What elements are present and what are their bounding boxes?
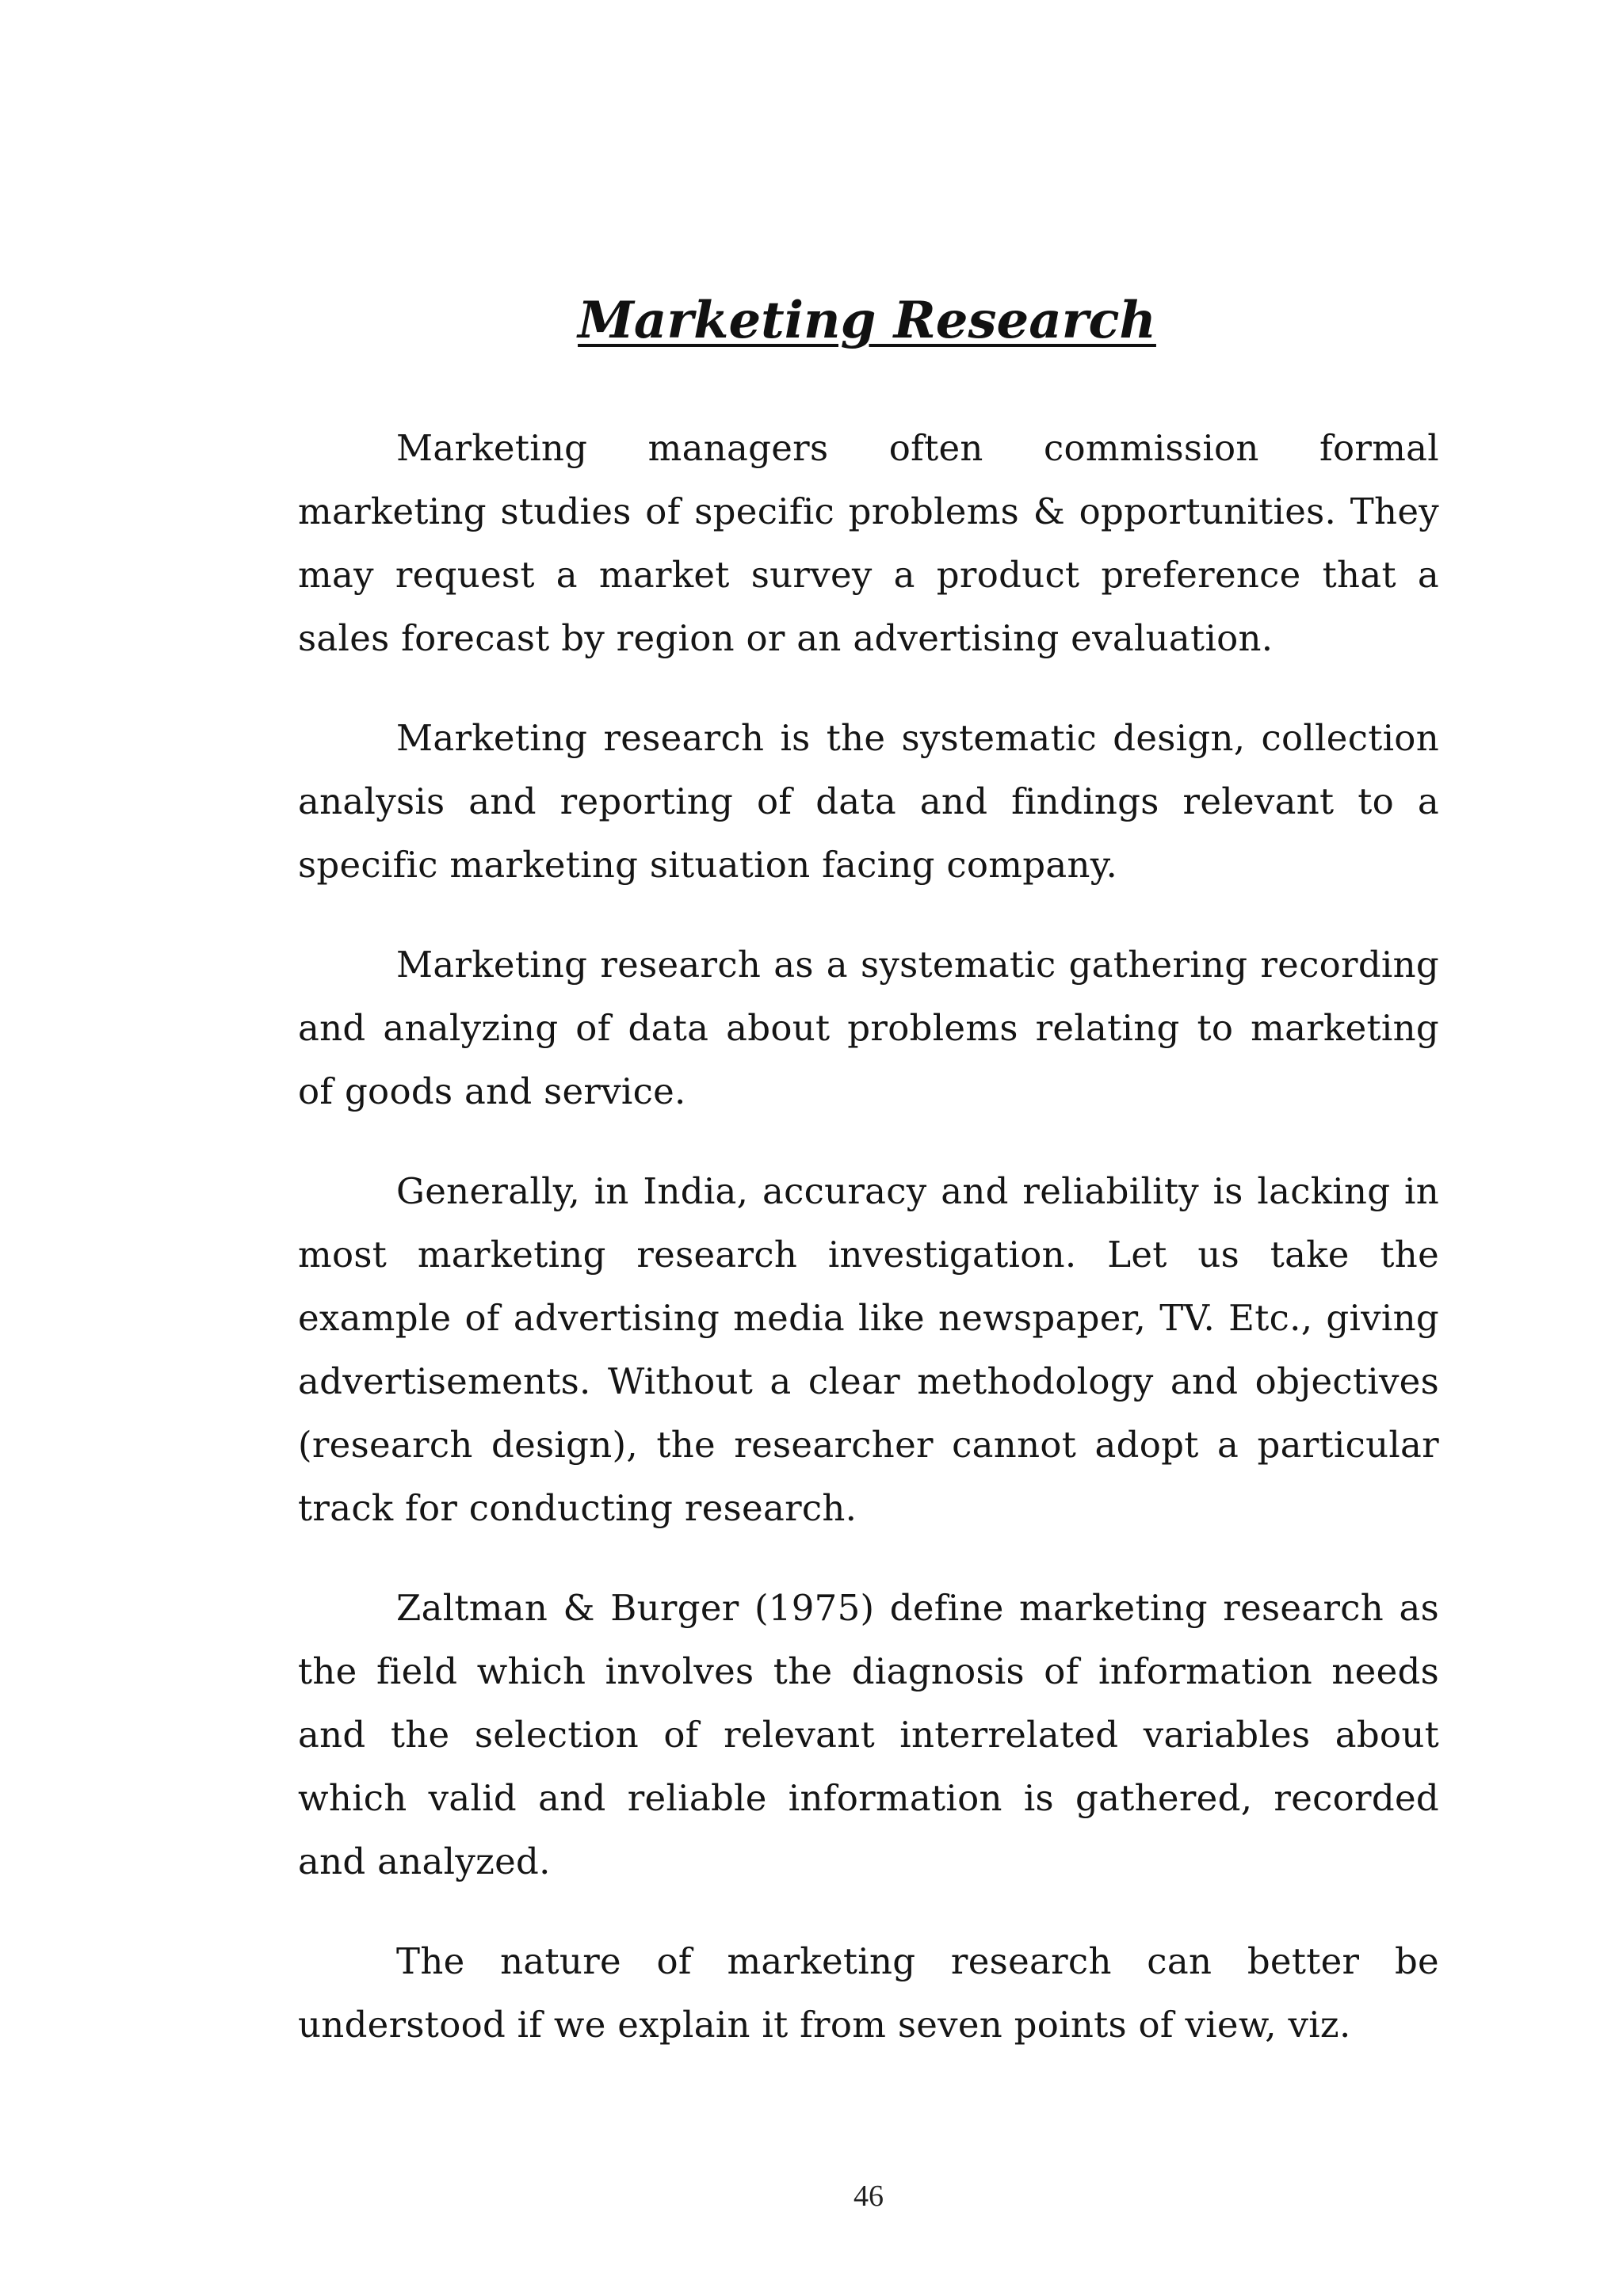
- paragraph-5: Zaltman & Burger (1975) define marketing research as the field which involves the diagnosis of information needs and the selection of relevant interrelated variables about which valid and reliable information is gathered, recorded and analyzed.: [298, 1587, 1439, 1882]
- paragraph-2: Marketing research is the systematic design, collection analysis and reporting of data and findings relevant to a specific marketing situation facing company.: [298, 717, 1439, 886]
- body-text: [298, 417, 1439, 2093]
- paragraph-1: Marketing managers often commission formal marketing studies of specific problems & opportunities. They may request a market survey a product preference that a sales forecast by region or an advertising evaluation.: [298, 427, 1439, 659]
- page-number: 46: [854, 2180, 884, 2213]
- paragraph-4: Generally, in India, accuracy and reliability is lacking in most marketing research investigation. Let us take the example of advertising media like newspaper, TV. Etc., giving advertisements. Without a clear methodology and objectives (research design), the researcher cannot adopt a particular track for conducting research.: [298, 1170, 1439, 1529]
- page-title: Marketing Research: [578, 291, 1156, 350]
- paragraph-6: The nature of marketing research can better be understood if we explain it from seven points of view, viz.: [298, 1940, 1439, 2046]
- paragraph-3: Marketing research as a systematic gathering recording and analyzing of data about problems relating to marketing of goods and service.: [298, 944, 1439, 1112]
